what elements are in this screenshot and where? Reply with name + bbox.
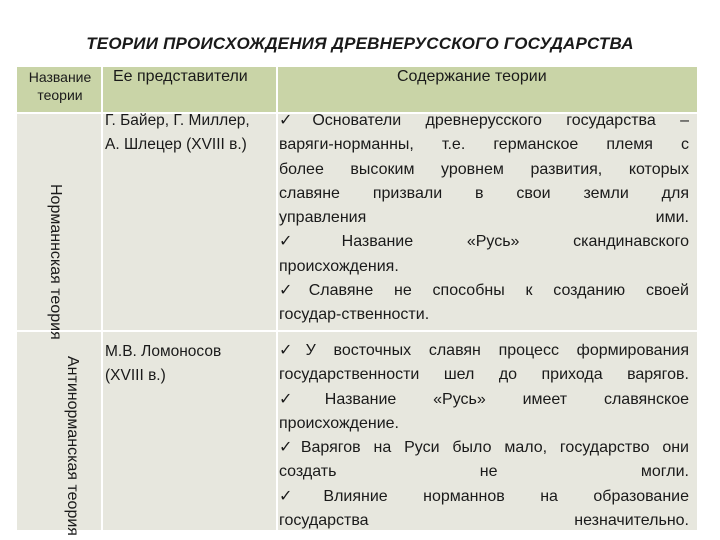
- content-line: ✓Название «Русь» имеет славянское: [279, 390, 689, 408]
- column-divider: [101, 67, 103, 530]
- header-content: Содержание теории: [397, 68, 547, 85]
- content-line: более высоким уровнем развития, которых: [279, 160, 689, 178]
- row-content-normanist: [279, 109, 689, 328]
- content-line: варяги-норманны, т.е. германское племя с: [279, 136, 689, 154]
- content-line: государственности шел до прихода варягов.: [279, 366, 689, 384]
- representatives-line: М.В. Ломоносов: [105, 343, 222, 360]
- content-line: ✓Название «Русь» скандинавского: [279, 233, 689, 251]
- content-line: ✓Славяне не способны к созданию своей: [279, 282, 689, 300]
- content-line: государства незначительно.: [279, 512, 689, 530]
- row-content-antinormanist: [279, 339, 689, 533]
- content-line: создать не могли.: [279, 463, 689, 481]
- row-divider: [17, 330, 697, 332]
- content-line: управления ими.: [279, 209, 689, 227]
- row-representatives-normanist: [105, 109, 250, 157]
- column-divider: [276, 67, 278, 530]
- representatives-line: (XVIII в.): [105, 367, 166, 384]
- header-theory-name: Название теории: [28, 69, 92, 103]
- header-representatives: Ее представители: [113, 68, 248, 85]
- content-line: происхождения.: [279, 257, 399, 275]
- content-line: происхождение.: [279, 414, 399, 432]
- content-line: ✓Влияние норманнов на образование: [279, 487, 689, 505]
- page-title: ТЕОРИИ ПРОИСХОЖДЕНИЯ ДРЕВНЕРУССКОГО ГОСУДАРСТВА: [86, 34, 634, 53]
- content-line: ✓Основатели древнерусского государства –: [279, 112, 689, 129]
- content-line: государ-ственности.: [279, 306, 430, 324]
- representatives-line: Г. Байер, Г. Миллер,: [105, 112, 250, 129]
- content-line: ✓Варягов на Руси было мало, государство они: [279, 439, 689, 457]
- row-name-antinormanist: Антинорманская теория: [64, 356, 81, 536]
- content-line: ✓У восточных славян процесс формирования: [279, 342, 689, 359]
- row-representatives-antinormanist: [105, 340, 221, 388]
- row-name-normanist: Норманнская теория: [47, 184, 64, 340]
- table-header: [17, 67, 697, 114]
- representatives-line: А. Шлецер (XVIII в.): [105, 136, 247, 153]
- theories-table: [17, 67, 697, 536]
- content-line: славяне призвали в свои земли для: [279, 184, 689, 202]
